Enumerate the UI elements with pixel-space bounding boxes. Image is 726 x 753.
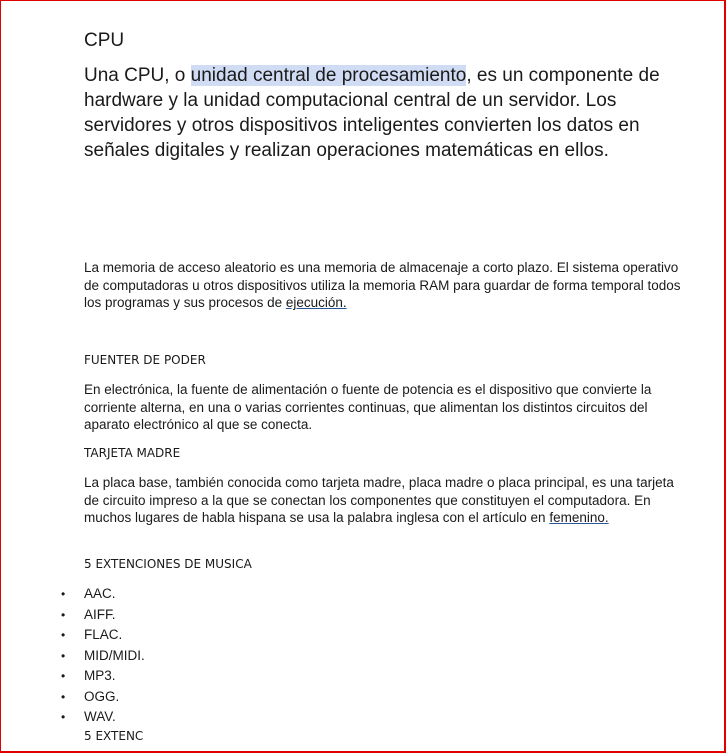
extension-label: AAC. <box>84 586 116 601</box>
motherboard-paragraph <box>84 474 684 527</box>
bullet-icon: • <box>61 710 66 724</box>
trailing-heading: 5 EXTENC <box>84 729 144 743</box>
ram-paragraph <box>84 259 684 312</box>
extension-label: OGG. <box>84 688 120 704</box>
motherboard-paragraph-text: La placa base, también conocida como tarjeta madre, placa madre o placa principal, es una tarjeta de circuito impreso a la que se conectan los componentes que constituyen el computadora. En muchos lugares de habla hispana se usa la palabra inglesa con el artículo en <box>84 475 674 525</box>
ram-link[interactable]: ejecución. <box>285 295 347 310</box>
extension-label: WAV. <box>84 709 116 724</box>
bullet-icon: • <box>61 648 66 663</box>
cpu-paragraph-rest: , es un componente de hardware y la unidad computacional central de un servidor. Los servidores y otros dispositivos inteligentes convierten los datos en señales digitales y realizan operaciones matemáticas en ellos. <box>84 65 660 161</box>
bullet-icon: • <box>61 669 66 683</box>
bullet-icon: • <box>61 587 66 601</box>
motherboard-heading: TARJETA MADRE <box>84 446 181 460</box>
extension-label: MID/MIDI. <box>84 647 145 663</box>
cpu-heading: CPU <box>84 30 125 51</box>
bullet-icon: • <box>61 607 66 622</box>
extension-label: FLAC. <box>84 627 123 642</box>
cpu-highlighted-text[interactable]: unidad central de procesamiento <box>190 65 467 86</box>
bullet-icon: • <box>61 689 66 704</box>
cpu-paragraph <box>84 63 684 163</box>
psu-heading: FUENTER DE PODER <box>84 353 206 367</box>
motherboard-link[interactable]: femenino. <box>549 510 609 525</box>
extension-label: AIFF. <box>84 606 116 622</box>
bullet-icon: • <box>61 628 66 642</box>
psu-paragraph: En electrónica, la fuente de alimentación o fuente de potencia es el dispositivo que convierte la corriente alterna, en una o varias corrientes continuas, que alimentan los distintos circuitos del aparato electrónico al que se conecta. <box>84 382 652 432</box>
ram-paragraph-text: La memoria de acceso aleatorio es una memoria de almacenaje a corto plazo. El sistema operativo de computadoras u otros dispositivos utiliza la memoria RAM para guardar de forma temporal todos los programas y sus procesos de <box>84 260 681 310</box>
cpu-paragraph-lead: Una CPU, o <box>84 65 191 86</box>
extension-label: MP3. <box>84 668 116 683</box>
music-extensions-heading: 5 EXTENCIONES DE MUSICA <box>84 557 252 571</box>
